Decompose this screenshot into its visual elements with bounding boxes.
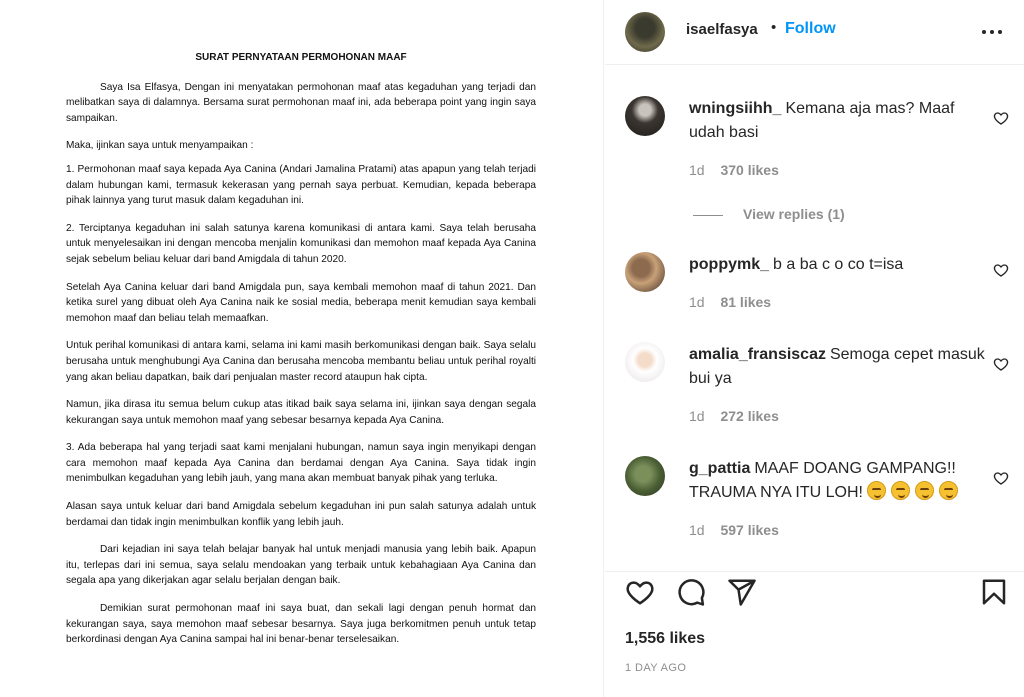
comment-meta — [689, 522, 779, 538]
comment-time: 1d — [689, 522, 705, 538]
comment-username[interactable]: amalia_fransiscaz — [689, 346, 826, 363]
comment-username[interactable]: wningsiihh_ — [689, 100, 782, 117]
smirk-emoji-icon — [915, 481, 934, 500]
share-icon[interactable] — [727, 577, 757, 607]
comment-meta — [689, 294, 771, 310]
commenter-avatar[interactable] — [625, 342, 665, 382]
comments-list[interactable] — [605, 66, 1024, 571]
letter-paragraph: 3. Ada beberapa hal yang terjadi saat kami menjalani hubungan, namun saya ingin menyikapi dengan cara memohon maaf kepada Aya Canina dan berdamai dengan Aya Canina. Saya tidak ingin menimbulkan kegaduhan yang lebih jauh, yang mana akan membuat banyak pihak yang terluka. — [66, 442, 536, 485]
comment-time: 1d — [689, 294, 705, 310]
post-side-panel — [605, 0, 1024, 697]
post-timestamp: 1 DAY AGO — [625, 662, 687, 674]
comment-text — [689, 457, 985, 505]
more-horizontal-icon[interactable] — [980, 22, 1004, 42]
post-likes-count[interactable]: 1,556 likes — [625, 630, 706, 647]
comment-text — [689, 253, 985, 277]
comment-like-icon[interactable] — [993, 470, 1009, 486]
commenter-avatar[interactable] — [625, 252, 665, 292]
letter-paragraph: Saya Isa Elfasya, Dengan ini menyatakan permohonan maaf atas kegaduhan yang terjadi dan melibatkan saya di dalamnya. Bersama surat permohonan maaf ini, ada beberapa point yang ingin saya sampaikan. — [66, 81, 536, 124]
letter-paragraph: Namun, jika dirasa itu semua belum cukup atas itikad baik saya selama ini, ijinkan saya dengan segala kekurangan saya untuk memohon maaf yang sebesar besarnya kepada Aya Canina. — [66, 399, 536, 426]
smirk-emoji-icon — [939, 481, 958, 500]
replies-divider — [693, 215, 723, 216]
comment-username[interactable]: g_pattia — [689, 460, 751, 477]
letter-paragraph: 1. Permohonan maaf saya kepada Aya Canina (Andari Jamalina Pratami) atas apapun yang telah terjadi dalam hubungan kami, termasuk kekerasan yang pernah saya perbuat. Kemudian, kepada beberapa pihak lainnya yang turut masuk dalam kegaduhan ini. — [66, 163, 536, 207]
post-actions — [605, 571, 1024, 697]
letter-paragraph: Alasan saya untuk keluar dari band Amigdala sebelum kegaduhan ini pun salah satunya adalah untuk berdamai dan tidak ingin menimbulkan konflik yang lebih jauh. — [66, 501, 536, 528]
letter-body — [66, 50, 536, 660]
comment-like-icon[interactable] — [993, 356, 1009, 372]
letter-paragraph: Maka, ijinkan saya untuk menyampaikan : — [66, 140, 254, 152]
comment-text — [689, 343, 985, 391]
comment-body: b a ba c o co t=isa — [773, 256, 904, 273]
author-avatar[interactable] — [625, 12, 665, 52]
comment-likes[interactable]: 81 likes — [720, 294, 772, 310]
bookmark-icon[interactable] — [979, 577, 1009, 607]
smirk-emoji-icon — [867, 481, 886, 500]
comment-username[interactable]: poppymk_ — [689, 256, 770, 273]
comment-likes[interactable]: 272 likes — [720, 408, 779, 424]
comment-likes[interactable]: 370 likes — [720, 162, 779, 178]
post-header — [605, 0, 1024, 65]
heart-icon[interactable] — [625, 577, 655, 607]
letter-paragraph: 2. Terciptanya kegaduhan ini salah satunya karena komunikasi di antara kami. Saya telah berusaha untuk menyelesaikan ini dengan mencoba menjalin komunikasi dan memohon maaf kepada Aya Canina sejak sebelum beliau keluar dari band Amigdala di tahun 2020. — [66, 222, 536, 265]
commenter-avatar[interactable] — [625, 456, 665, 496]
comment-likes[interactable]: 597 likes — [720, 522, 779, 538]
comment-like-icon[interactable] — [993, 262, 1009, 278]
comment-like-icon[interactable] — [993, 110, 1009, 126]
comment-time: 1d — [689, 408, 705, 424]
smirk-emoji-icon — [891, 481, 910, 500]
view-replies-button[interactable] — [693, 206, 845, 222]
letter-paragraph: Demikian surat permohonan maaf ini saya buat, dan sekali lagi dengan penuh hormat dan kekurangan saya, saya memohon maaf sebesar besarnya. Saya juga berkomitmen penuh untuk tetap berkordinasi dengan Aya Canina sampai hal ini benar-benar terselesaikan. — [66, 603, 536, 646]
view-replies-label: View replies (1) — [743, 206, 845, 222]
letter-paragraph: Untuk perihal komunikasi di antara kami, selama ini kami masih berkomunikasi dengan baik. Saya selalu berusaha untuk menghubungi Aya Canina dan berusaha mencoba membantu beliau untuk perihal royalti yang akan beliau dapatkan, baik dari penjualan master record ataupun hak cipta. — [66, 340, 536, 383]
comment-text — [689, 97, 985, 145]
comment-time: 1d — [689, 162, 705, 178]
letter-title: SURAT PERNYATAAN PERMOHONAN MAAF — [195, 52, 407, 63]
commenter-avatar[interactable] — [625, 96, 665, 136]
header-separator: • — [771, 19, 777, 36]
letter-paragraph: Dari kejadian ini saya telah belajar banyak hal untuk menjadi manusia yang lebih baik. Apapun itu, terlepas dari ini semua, saya selalu mendoakan yang terbaik untuk kebahagiaan Aya Canina dan segala apa yang dikerjakan agar selalu berjalan dengan baik. — [66, 544, 536, 587]
comment-meta — [689, 408, 779, 424]
letter-paragraph: Setelah Aya Canina keluar dari band Amigdala pun, saya kembali memohon maaf di tahun 2021. Dan ketika surel yang dibuat oleh Aya Canina naik ke sosial media, beberapa menit kemudian saya kembali memohon maaf dan beliau telah memaafkan. — [66, 281, 536, 324]
comment-body: MAAF DOANG GAMPANG!! TRAUMA NYA ITU LOH! — [689, 460, 956, 501]
comment-meta — [689, 162, 779, 178]
author-username[interactable]: isaelfasya — [686, 21, 758, 38]
comment-body: Kemana aja mas? Maaf udah basi — [689, 100, 955, 141]
comment-body: Semoga cepet masuk bui ya — [689, 346, 985, 387]
comment-icon[interactable] — [676, 577, 706, 607]
follow-button[interactable]: Follow — [785, 20, 836, 37]
